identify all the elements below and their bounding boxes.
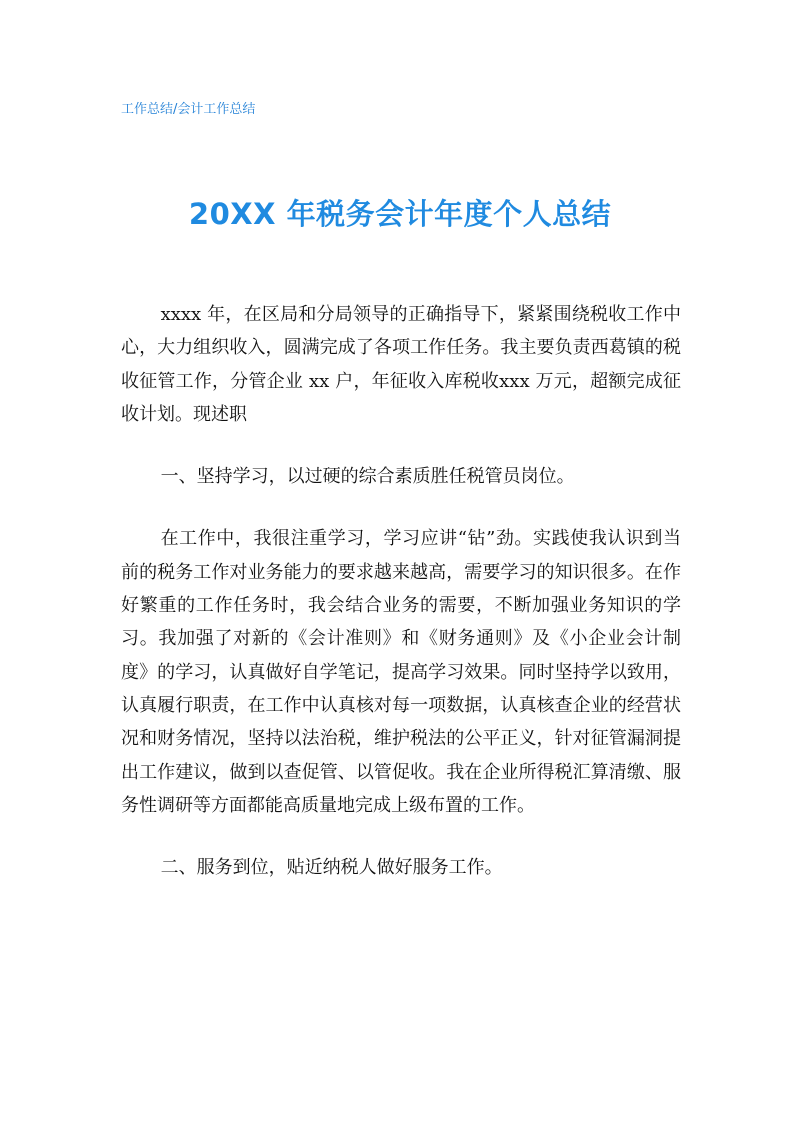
document-title: 20XX 年税务会计年度个人总结 [188, 197, 612, 231]
paragraph-study: 在工作中，我很注重学习，学习应讲“钻”劲。实践使我认识到当前的税务工作对业务能力的要求越来越高，需要学习的知识很多。在作好繁重的工作任务时，我会结合业务的需要，不断加强业务知识的学习。我加强了对新的《会计准则》和《财务通则》及《小企业会计制度》的学习，认真做好自学笔记，提高学习效果。同时坚持学以致用，认真履行职责，在工作中认真核对每一项数据，认真核查企业的经营状况和财务情况，坚持以法治税，维护税法的公平正义，针对征管漏洞提出工作建议，做到以查促管、以管促收。我在企业所得税汇算清缴、服务性调研等方面都能高质量地完成上级布置的工作。 [121, 528, 681, 816]
document-body [121, 298, 681, 884]
section-heading-1: 一、坚持学习，以过硬的综合素质胜任税管员岗位。 [160, 466, 575, 488]
paragraph-intro: xxxx 年，在区局和分局领导的正确指导下，紧紧围绕税收工作中心，大力组织收入，圆满完成了各项工作任务。我主要负责西葛镇的税收征管工作，分管企业 xx 户，年征收入库税收xxx 万元，超额完成征收计划。现述职 [121, 304, 681, 425]
breadcrumb[interactable]: 工作总结/会计工作总结 [121, 102, 256, 117]
section-heading-2: 二、服务到位，贴近纳税人做好服务工作。 [160, 857, 503, 879]
